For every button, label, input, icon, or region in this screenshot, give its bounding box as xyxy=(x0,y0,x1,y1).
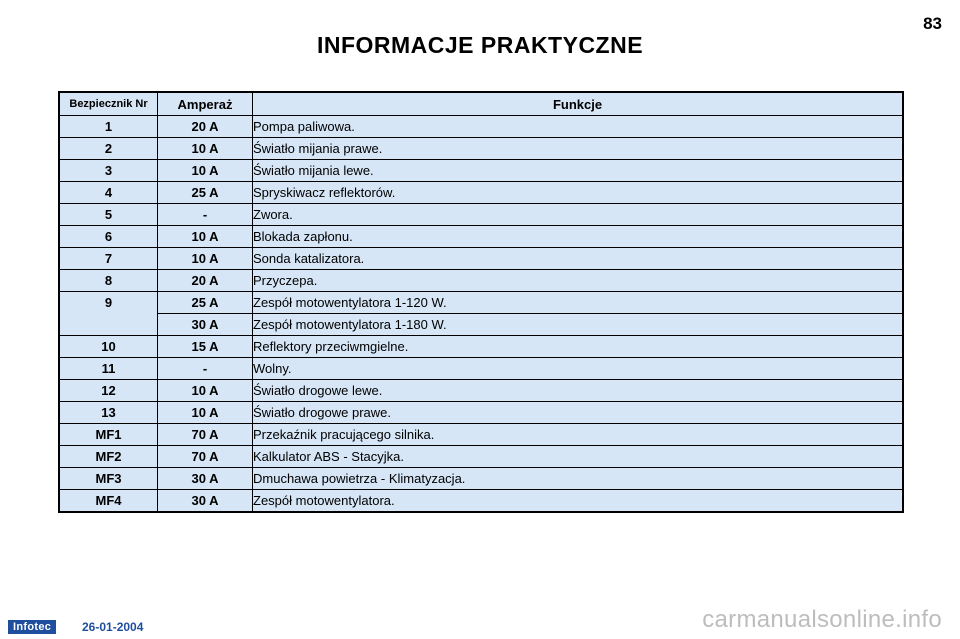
fuse-amperage: - xyxy=(158,204,253,226)
fuse-number: 13 xyxy=(59,402,158,424)
table-row xyxy=(59,292,903,314)
fuse-function: Przyczepa. xyxy=(253,270,904,292)
table-row xyxy=(59,446,903,468)
fuse-amperage: 15 A xyxy=(158,336,253,358)
fuse-number: 4 xyxy=(59,182,158,204)
fuse-amperage: 10 A xyxy=(158,380,253,402)
watermark: carmanualsonline.info xyxy=(702,606,942,633)
fuse-function: Światło mijania lewe. xyxy=(253,160,904,182)
fuse-amperage: 10 A xyxy=(158,402,253,424)
fuse-function: Kalkulator ABS - Stacyjka. xyxy=(253,446,904,468)
fuse-amperage: - xyxy=(158,358,253,380)
fuse-amperage: 30 A xyxy=(158,490,253,513)
fuse-function: Reflektory przeciwmgielne. xyxy=(253,336,904,358)
page-title: INFORMACJE PRAKTYCZNE xyxy=(316,32,644,58)
header-function: Funkcje xyxy=(253,92,904,116)
page-number: 83 xyxy=(923,14,942,33)
table-row xyxy=(59,380,903,402)
fuse-number: MF1 xyxy=(59,424,158,446)
fuse-function: Zespół motowentylatora 1-120 W. xyxy=(253,292,904,314)
table-row xyxy=(59,160,903,182)
table-row xyxy=(59,226,903,248)
fuse-function: Przekaźnik pracującego silnika. xyxy=(253,424,904,446)
fuse-amperage: 25 A xyxy=(158,182,253,204)
fuse-amperage: 70 A xyxy=(158,424,253,446)
fuse-number: 6 xyxy=(59,226,158,248)
fuse-number: MF3 xyxy=(59,468,158,490)
table-row xyxy=(59,336,903,358)
table-row xyxy=(59,248,903,270)
table-row xyxy=(59,182,903,204)
fuse-number: 1 xyxy=(59,116,158,138)
fuse-number: MF2 xyxy=(59,446,158,468)
fuse-amperage: 70 A xyxy=(158,446,253,468)
fuse-function: Wolny. xyxy=(253,358,904,380)
fuse-function: Światło mijania prawe. xyxy=(253,138,904,160)
table-row xyxy=(59,424,903,446)
table-row xyxy=(59,402,903,424)
fuse-amperage: 20 A xyxy=(158,270,253,292)
fuse-amperage: 25 A xyxy=(158,292,253,314)
fuse-function: Zwora. xyxy=(253,204,904,226)
fuse-function: Blokada zapłonu. xyxy=(253,226,904,248)
table-row xyxy=(59,468,903,490)
footer-date: 26-01-2004 xyxy=(82,620,144,634)
fuse-number: 10 xyxy=(59,336,158,358)
fuse-number: 5 xyxy=(59,204,158,226)
fuse-amperage: 20 A xyxy=(158,116,253,138)
fuse-number: MF4 xyxy=(59,490,158,513)
fuse-number: 9 xyxy=(59,292,158,336)
table-row xyxy=(59,204,903,226)
fuse-number: 2 xyxy=(59,138,158,160)
fuse-function: Spryskiwacz reflektorów. xyxy=(253,182,904,204)
table-row xyxy=(59,138,903,160)
fuse-amperage: 10 A xyxy=(158,160,253,182)
fuse-amperage: 30 A xyxy=(158,468,253,490)
table-row xyxy=(59,270,903,292)
fuse-amperage: 10 A xyxy=(158,226,253,248)
fuse-table-header xyxy=(59,92,903,116)
fuse-table xyxy=(58,91,904,513)
fuse-amperage: 10 A xyxy=(158,138,253,160)
fuse-number: 7 xyxy=(59,248,158,270)
table-row xyxy=(59,358,903,380)
fuse-table-body xyxy=(59,116,903,513)
fuse-function: Pompa paliwowa. xyxy=(253,116,904,138)
infotec-logo: Infotec xyxy=(8,620,56,634)
fuse-function: Światło drogowe lewe. xyxy=(253,380,904,402)
fuse-function: Dmuchawa powietrza - Klimatyzacja. xyxy=(253,468,904,490)
fuse-number: 3 xyxy=(59,160,158,182)
fuse-number: 11 xyxy=(59,358,158,380)
table-row xyxy=(59,314,903,336)
fuse-number: 8 xyxy=(59,270,158,292)
fuse-function: Światło drogowe prawe. xyxy=(253,402,904,424)
fuse-function: Zespół motowentylatora. xyxy=(253,490,904,513)
fuse-amperage: 30 A xyxy=(158,314,253,336)
header-amperage: Amperaż xyxy=(158,92,253,116)
fuse-amperage: 10 A xyxy=(158,248,253,270)
table-row xyxy=(59,490,903,513)
fuse-function: Zespół motowentylatora 1-180 W. xyxy=(253,314,904,336)
fuse-function: Sonda katalizatora. xyxy=(253,248,904,270)
header-fuse-number: Bezpiecznik Nr xyxy=(59,92,158,116)
fuse-number: 12 xyxy=(59,380,158,402)
table-row xyxy=(59,116,903,138)
